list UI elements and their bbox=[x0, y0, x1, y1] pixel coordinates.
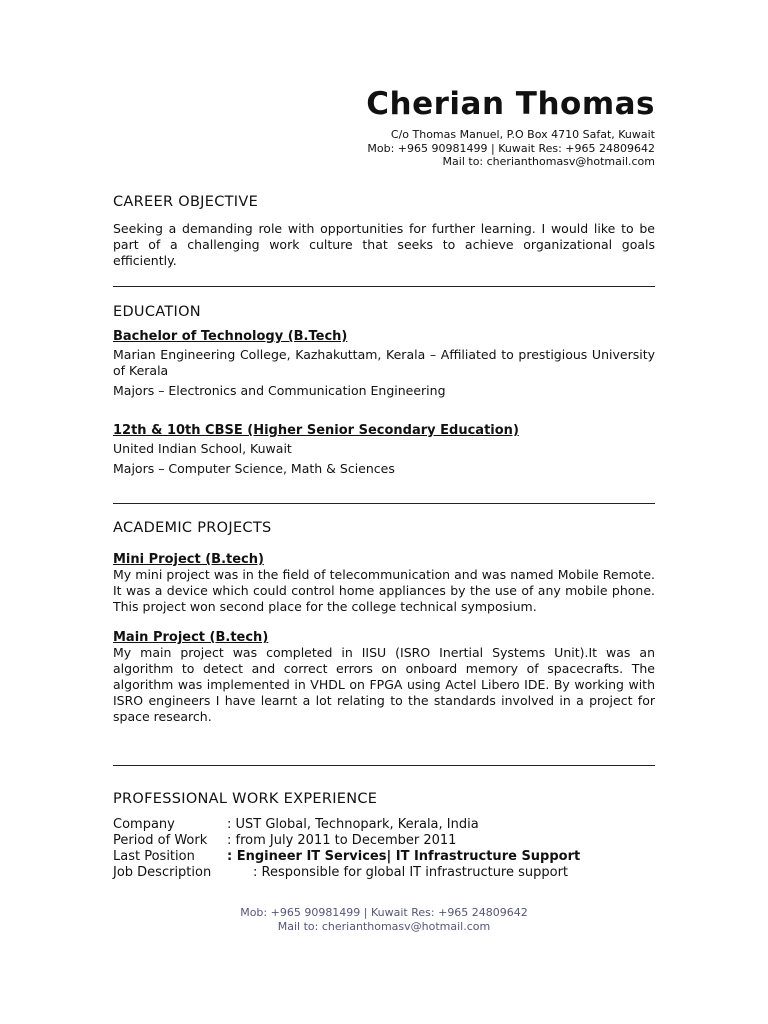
main-project-text: My main project was completed in IISU (ISRO Inertial Systems Unit).It was an algorithm to detect and correct errors on onboard memory of spacecrafts. The algorithm was implemented in VHDL on FPGA using Actel Libero IDE. By working with ISRO engineers I have learnt a lot relating to the standards involved in a project for space research. bbox=[113, 645, 655, 724]
experience-label: Period of Work bbox=[113, 833, 208, 848]
email-line: Mail to: cherianthomasv@hotmail.com bbox=[442, 155, 655, 168]
experience-row bbox=[113, 849, 580, 865]
experience-value: : UST Global, Technopark, Kerala, India bbox=[227, 817, 479, 832]
section-heading-projects: ACADEMIC PROJECTS bbox=[113, 520, 272, 536]
experience-label: Last Position bbox=[113, 849, 195, 864]
mini-project-title: Mini Project (B.tech) bbox=[113, 552, 264, 567]
degree-college: Marian Engineering College, Kazhakuttam, Kerala – Affiliated to prestigious University of Kerala bbox=[113, 347, 655, 378]
career-objective-section bbox=[113, 194, 655, 269]
experience-row bbox=[113, 865, 580, 881]
experience-value: : from July 2011 to December 2011 bbox=[227, 833, 457, 848]
footer-phone-line: Mob: +965 90981499 | Kuwait Res: +965 24809642 bbox=[240, 906, 528, 919]
section-heading-experience: PROFESSIONAL WORK EXPERIENCE bbox=[113, 791, 378, 807]
school-name: United Indian School, Kuwait bbox=[113, 441, 292, 456]
section-heading-career: CAREER OBJECTIVE bbox=[113, 194, 259, 210]
section-heading-education: EDUCATION bbox=[113, 304, 201, 320]
experience-row bbox=[113, 817, 580, 833]
page-footer bbox=[0, 906, 768, 934]
degree-title: Bachelor of Technology (B.Tech) bbox=[113, 329, 348, 344]
degree-majors: Majors – Electronics and Communication Engineering bbox=[113, 383, 446, 398]
address-line: C/o Thomas Manuel, P.O Box 4710 Safat, Kuwait bbox=[390, 128, 655, 141]
candidate-name: Cherian Thomas bbox=[366, 86, 655, 122]
experience-value: : Responsible for global IT infrastructure support bbox=[253, 865, 569, 880]
experience-value: : Engineer IT Services| IT Infrastructure Support bbox=[227, 849, 581, 864]
education-section bbox=[113, 304, 655, 477]
mini-project-text: My mini project was in the field of telecommunication and was named Mobile Remote. It was a device which could control home appliances by the use of any mobile phone. This project won second place for the college technical symposium. bbox=[113, 567, 655, 614]
experience-label: Job Description bbox=[113, 865, 212, 880]
school-title: 12th & 10th CBSE (Higher Senior Secondary Education) bbox=[113, 423, 519, 438]
career-objective-text: Seeking a demanding role with opportunities for further learning. I would like to be part of a challenging work culture that seeks to achieve organizational goals efficiently. bbox=[113, 221, 655, 268]
section-divider bbox=[113, 765, 655, 766]
main-project-title: Main Project (B.tech) bbox=[113, 630, 269, 645]
section-divider bbox=[113, 503, 655, 504]
experience-label: Company bbox=[113, 817, 175, 832]
experience-row bbox=[113, 833, 580, 849]
experience-table bbox=[113, 817, 580, 881]
section-divider bbox=[113, 286, 655, 287]
footer-email-line: Mail to: cherianthomasv@hotmail.com bbox=[277, 920, 491, 933]
school-majors: Majors – Computer Science, Math & Sciences bbox=[113, 461, 395, 476]
work-experience-section bbox=[113, 791, 655, 881]
phone-line: Mob: +965 90981499 | Kuwait Res: +965 24809642 bbox=[367, 141, 655, 155]
contact-block bbox=[367, 128, 655, 169]
academic-projects-section bbox=[113, 520, 655, 725]
